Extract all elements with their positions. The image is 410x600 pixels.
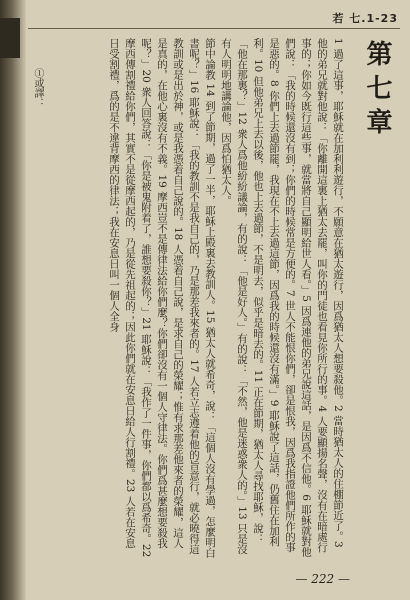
paragraph: 節中論教 14 到了節期，過了一半，耶穌上殿裏去教訓人。15 猶太人就希奇，說：「這個人沒有學過，怎麼明白書呢？」16 耶穌說：「我的教訓不是我自己的，乃是那差我來者的。17 人若立志遵着他的旨意行，就必曉得這教訓或是出於神，或是我憑着自己說的。18 人憑着自己說，是求自己的榮耀；惟有求那差他來者的榮耀，這人是真的，在他心裏沒有不義。19 摩西豈不是傳律法給你們麼？你們卻沒有一個人守律法。你們爲甚麼想要殺我呢？」20 衆人回答說：「你是被鬼附着了，誰想要殺你？」21 耶穌說：「我作了一件事，你們都以爲希奇。22 摩西傳割禮給你們，其實不是從摩西起的，乃是從先祖起的；因此你們就在安息日給人行割禮。23 人若在安息日受割禮，爲的是不違背摩西的律法；我在安息日叫一個人全身 xyxy=(108,38,216,558)
footnote: ①或譯： xyxy=(32,68,43,108)
book-spine xyxy=(0,0,26,600)
body-text xyxy=(30,38,346,558)
page-number: — 222 — xyxy=(295,572,350,586)
chapter-title: 第七章 xyxy=(362,40,392,142)
spine-tab xyxy=(0,18,20,58)
running-head: 若 七.1-23 xyxy=(332,12,398,25)
paragraph: 1 過了這事，耶穌就在加利利遊行，不願意在猶太遊行，因爲猶太人想要殺他。2 當時猶太人的住棚節近了。3 他的弟兄就對他說：「你離開這裏上猶太去罷，叫你的門徒也看見你所行的事。4 人要顯揚名聲，沒有在暗處行事的；你如今既行這些事，就當將自己顯明給世人看。」5 因爲連他的弟兄說這話，是因爲不信他。6 耶穌就對他們說：「我的時候還沒有到；你們的時候常是方便的。7 世人不能恨你們，卻是恨我，因爲我指證他們所作的事是惡的。8 你們上去過節罷，我現在不上去過這節，因爲我的時候還沒有滿。」9 耶穌說了這話，仍舊住在加利利。10 但他弟兄上去以後，他也上去過節，不是明去，似乎是暗去的。11 正在節期，猶太人尋找耶穌，說：「他在那裏？」12 衆人爲他紛紛議論，有的說：「他是好人。」有的說：「不然，他是迷惑衆人的。」13 只是沒有人明明地講論他，因爲怕猶太人。 xyxy=(220,38,344,557)
header-rule xyxy=(28,28,400,29)
